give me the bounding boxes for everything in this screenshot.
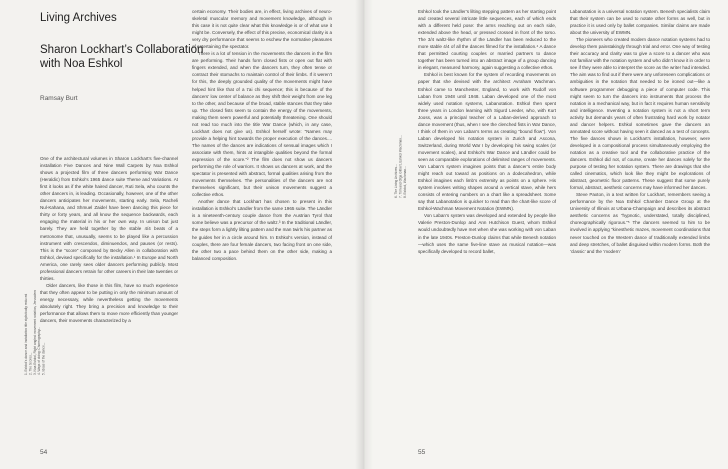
paragraph: Steve Paxton, in a text written for Lockhart, remembers seeing a performance by the Noa Eshkol Chamber Dance Group at the University of Illinois at Urbana-Champaign and describes its abstract aesthetic concerns as “hypnotic, understated, totally disciplined, choreographically rigorous.”⁵ The dancers seemed to him to be involved in applying “kinesthetic mazes, movement coordinations that never touched on the Western dance of traditionally extended limbs and deep stretches, of ballet disguised within modern forms. Both the ‘classic’ and the ‘modern’ bbox=[570, 192, 710, 254]
left-footnotes: 1. Eshkol’s dance and installation title stylistically reduced 2. The Scores... 3. Noa Eshkol, Right angled: movement notation, Jerusalem 4. Ways of doing: Choreography... 5. Ideas of the dance... bbox=[24, 290, 46, 375]
article-title: Sharon Lockhart’s Collaboration with Noa Eshkol bbox=[40, 44, 204, 70]
right-page bbox=[364, 0, 728, 469]
section-title: Living Archives bbox=[40, 12, 117, 24]
left-column-2 bbox=[192, 8, 332, 262]
right-column-2 bbox=[570, 8, 710, 255]
paragraph: Eshkol is best known for the system of recording movements on paper that she devised with the architect Avraham Wachman. Eshkol came to Manchester, England, to work with Rudolf von Laban from 1948 until 1948. Laban developed one of the most widely used notation systems, Labanotation. Eshkol then spent three years in London learning with Sigurd Leeder, who, with Kurt Jooss, was a principal teacher of a Laban-derived approach to dance movement (thus, when I see the clenched fists in War Dance, I think of them in von Laban’s terms as creating “bound flow”). Von Laban developed his notation system in Zurich and Ascona, Switzerland, during World War I by developing his swing scales (or movement scales), and Eshkol’s War Dance and Ländler could be seen as comparable explorations of delimited ranges of movements. Von Laban’s system imagines points that a dancer’s entire body might reach out toward as positions on a dodecahedron, while Eshkol imagines each limb’s extremity as points on a sphere. His system involves writing shapes around a vertical stave, while hers consists of entering numbers on a chart like a spreadsheet. Some say that Labanotation is quicker to read than the chart-like score of Eshkol-Wachman Movement Notation (EWMN). bbox=[418, 72, 556, 212]
paragraph: Older dancers, like those in this film, have so much experience that they often appear to be putting in only the minimum amount of energy necessary, while nevertheless getting the movements absolutely right. They bring a precision and knowledge to their performance that allows them to move more efficiently than younger dancers, their movements characterized by a bbox=[40, 282, 178, 324]
paragraph: The pioneers who created modern dance notation systems had to develop them painstakingly through trial and error. One way of testing their accuracy and clarity was to give a score to a dancer who was not familiar with the notation system and who didn’t know it in order to see if they were able to interpret the score as the writer had intended. The aim was to find out if there were any unforeseen complications or ambiguities in the notation that needed to be ironed out—like a software programmer debugging a piece of computer code. This might seem to turn the dancers into instruments that process the notation in a mechanical way, but in fact it requires human sensitivity and intelligence. Inventing a notation system is not a short term activity but demands years of often frustrating hard work by notator and dancer helpers. Eshkol sometimes gave the dancers an annotated score without having seen it danced as a test of concepts. The five dances shown in Lockhart’s installation, however, were developed in a compositional process simultaneously employing the notation as a creative tool and the collaborative practice of the dancers. Eshkol did not, of course, create her dances solely for the purpose of testing her notation system. There are drawings that she called cinematics, which look like they might be explorations of abstract, geometric floor patterns. These suggest that some purely formal, abstract, aesthetic concerns may have informed her dances. bbox=[570, 37, 711, 191]
paragraph: Labanotation is a universal notation system. Benesh specialists claim that their system can be used to notate other forms as well, but in practice it is used only by ballet companies. Similar claims are made about the university of EWMN. bbox=[570, 9, 710, 36]
right-column-1 bbox=[418, 8, 556, 255]
paragraph: Eshkol took the Ländler’s lilting stepping pattern as her starting point and created several intricate little sequences, each of which ends with a different held pose: the arms reaching out on each side, extended above the head, or pressed crossed in front of the torso. The 3/4 waltz-like rhythm of the Ländler has been reduced to the more stable 4/4 of all the dances filmed for the installation.⁴ A dance that permitted courting couples or married partners to dance together has been turned into an abstract image of a group dancing in elegant, measured harmony, again suggesting a collective ethos. bbox=[418, 9, 556, 71]
paragraph: Von Laban’s system was developed and extended by people like Valerie Preston-Dunlop and Ann Hutchison Guest, whom Eshkol would undoubtedly have met when she was working with von Laban in the late 1940s. Preston-Dunlop claims that while Benesh notation—which uses the same five-line stave as musical notation—was specifically developed to record ballet, bbox=[418, 213, 556, 254]
paragraph: Another dance that Lockhart has chosen to present in this installation is Eshkol’s Ländler from the same 1965 suite. The Ländler is a nineteenth-century couple dance from the Austrian Tyrol that some believe was a precursor of the waltz.³ In the traditional Ländler, the steps form a lightly lilting pattern and the man twirls his partner as he guides her in a circle around him. In Eshkol’s version, instead of couples, there are four female dancers, two facing front on one side, the other two a pace behind them on the other side, making a balanced composition. bbox=[192, 199, 332, 261]
right-footnotes: 6. The Living Archives... 7. Tom and Olga Gilbert, Eshkol Wachman... 8. Eshkol, Wachman... bbox=[394, 135, 407, 198]
left-column-1 bbox=[40, 155, 178, 324]
paragraph: certain economy. Their bodies are, in effect, living archives of neuro-skeletal muscular memory and movement knowledge, although in this case it is not quite clear what this knowledge is or of what use it might be. Conversely, the effect of this precise, economical clarity is a very dry performance that seems to eschew the normative pleasures of entertaining the spectator. bbox=[192, 9, 332, 50]
paragraph: There is a lot of tension in the movements the dancers in the film are performing. Their hands form closed fists or open out flat with fingers extended, and when the dancers turn, they often tense or contract their stomachs to maintain control of their limbs. If it weren’t for this, the deeply grounded quality of the movements might have helped hint like that of a t’ai chi sequence; this is because of the dancers’ low center of balance as they shift their weight from one leg to the other, and because of the broad, stable stances that they take up. The closed fists seem to contain the energy of the movements, making them seem powerful and potentially threatening. One should not read too much into the title War Dance (which, in any case, Lockhart does not give us). Eshkol herself wrote: “Names may provide a helping hint towards the proper execution of the dances.... The names of the dances are indications of sensual images which I associate with them, hints at intangible qualities beyond the formal expression of the score.”² The film does not show us dancers performing the role of warriors. It shows us dancers at work, and the spectator is presented with abstract, formal qualities arising from the movements themselves. The personalities of the dancers are not themselves significant, but their unison movements suggest a collective ethos. bbox=[192, 51, 332, 198]
page-number-left: 54 bbox=[40, 449, 48, 456]
author-name: Ramsay Burt bbox=[40, 95, 78, 102]
page-number-right: 55 bbox=[418, 449, 426, 456]
paragraph: One of the architectural volumes in Sharon Lockhart’s five-channel installation Five Dances and Nine Wall Carpets by Noa Eshkol shows a projected film of three dancers performing War Dance (Heraldic) from Eshkol’s 1965 dance suite Theme and Variations. At first it looks as if the white haired dancer, Ruti Sela, who counts the other dancers in, is leading. Occasionally, however, one of the other dancers anticipates her movements, starting early. Sela, Racheli Nul-Kahana, and Shmuel Zaidel have been dancing this piece for thirty or forty years, and all know the sequence backwards, each engaging the material in his or her own way. In unison but just barely. They are held together by the stable 4/4 beats of a metronome that, unusually, seems to be played like a percussion instrument with crescendos, diminuendos, and pauses (or rests). This is the “score” composed by Becky Allen in collaboration with Eshkol, devised specifically for the installation.¹ In Europe and North America, one rarely sees older dancers performing publicly. Most professional dancers retrain for other careers in their late twenties or thirties. bbox=[40, 156, 178, 281]
